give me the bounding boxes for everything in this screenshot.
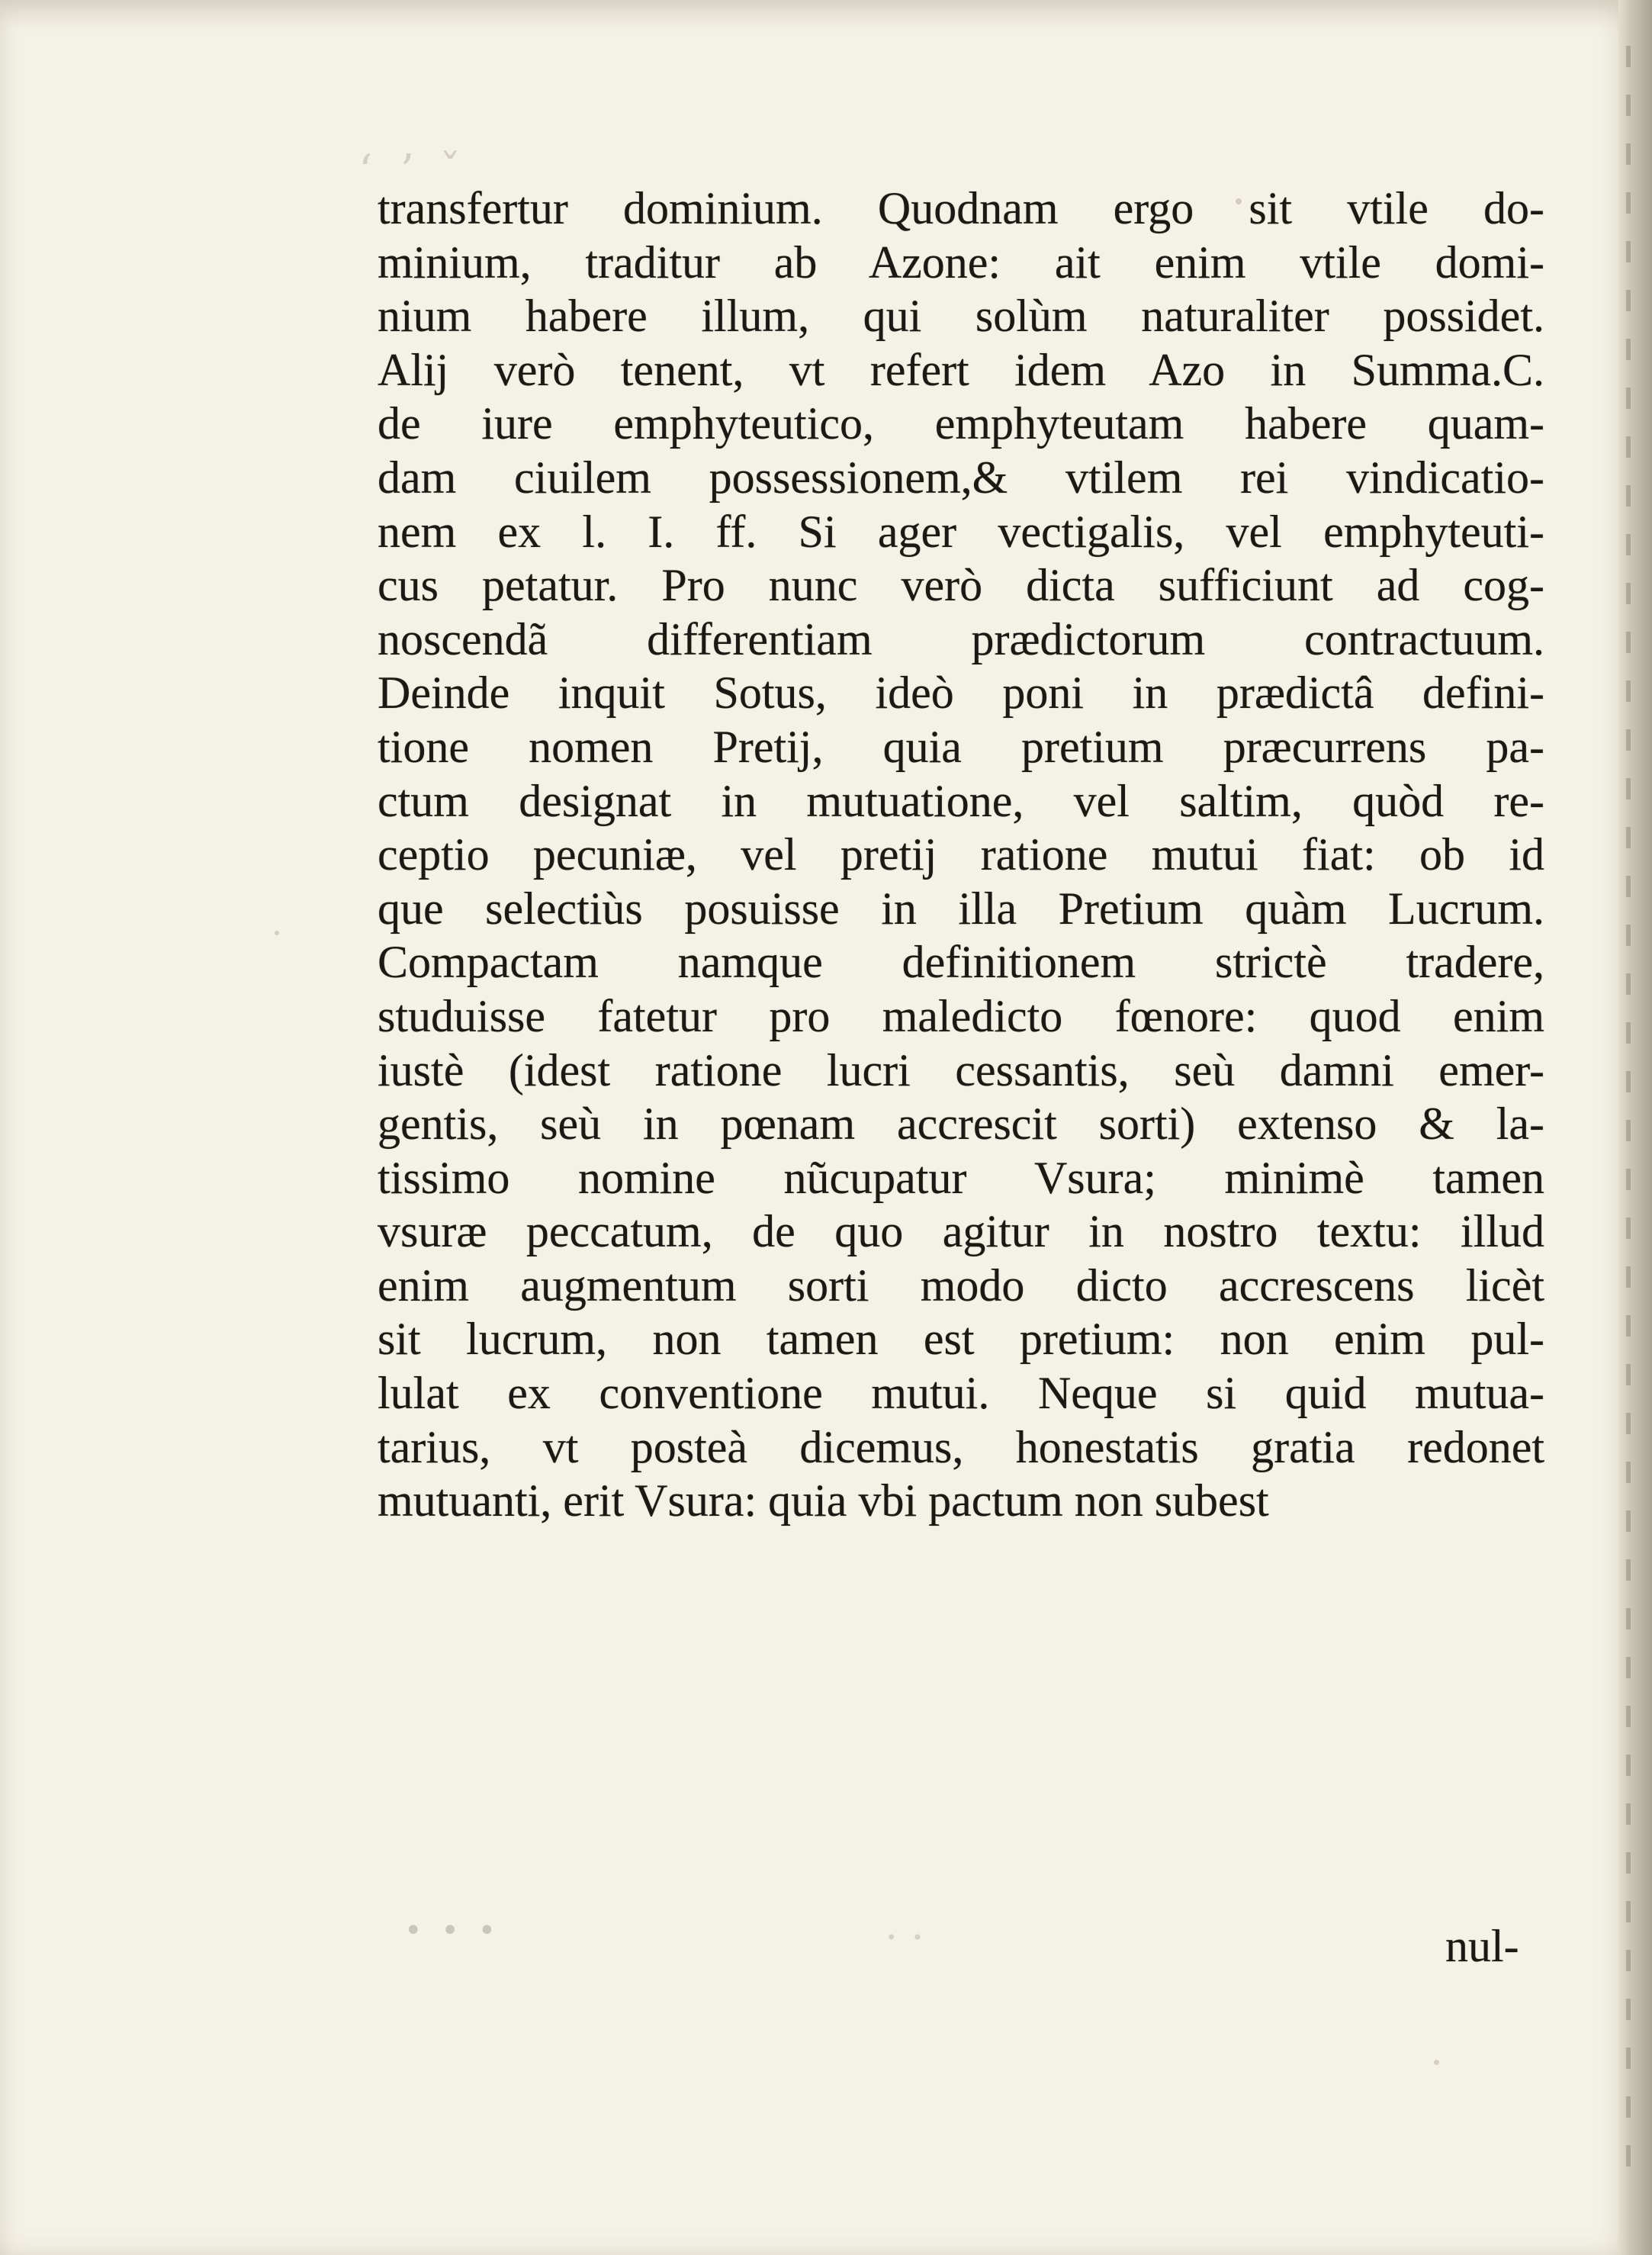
text-line: nium habere illum, qui solùm naturaliter possidet. [378, 291, 1544, 342]
paper-speck [1434, 2060, 1439, 2065]
body-text [378, 182, 1544, 1528]
text-line: transfertur dominium. Quodnam ergo sit vtile do- [378, 183, 1544, 233]
text-line: Compactam namque definitionem strictè tradere, [378, 937, 1544, 988]
text-line: que selectiùs posuisse in illa Pretium quàm Lucrum. [378, 883, 1544, 934]
text-line: tarius, vt posteà dicemus, honestatis gratia redonet [378, 1421, 1544, 1472]
text-line: tissimo nomine nũcupatur Vsura; minimè tamen [378, 1152, 1544, 1203]
text-line: iustè (idest ratione lucri cessantis, seù damni emer- [378, 1044, 1544, 1095]
text-line: cus petatur. Pro nunc verò dicta sufficiunt ad cog- [378, 560, 1544, 611]
catchword: nul- [1445, 1921, 1519, 1971]
page-edge [1618, 0, 1652, 2255]
text-line: sit lucrum, non tamen est pretium: non enim pul- [378, 1314, 1544, 1365]
bleed-through-mark: • • • [404, 1913, 501, 1948]
text-line: enim augmentum sorti modo dicto accrescens licèt [378, 1259, 1544, 1311]
text-line: de iure emphyteutico, emphyteutam habere quam- [378, 398, 1544, 449]
text-line: Deinde inquit Sotus, ideò poni in prædictâ defini- [378, 667, 1544, 719]
paper-speck [1236, 198, 1242, 204]
text-line: minium, traditur ab Azone: ait enim vtile domi- [378, 236, 1544, 288]
bleed-through-mark: · · [885, 1913, 924, 1961]
text-line: nem ex l. I. ff. Si ager vectigalis, vel emphyteuti- [378, 506, 1544, 557]
text-line: noscendã differentiam prædictorum contractuum. [378, 613, 1544, 664]
text-line: tione nomen Pretij, quia pretium præcurrens pa- [378, 721, 1544, 772]
text-line: dam ciuilem possessionem,& vtilem rei vindicatio- [378, 452, 1544, 503]
bleed-through-folio: ʻ ʼ ˇ [358, 145, 468, 197]
text-line: gentis, seù in pœnam accrescit sorti) extenso & la- [378, 1099, 1544, 1150]
text-line: mutuanti, erit Vsura: quia vbi pactum non subest [378, 1475, 1269, 1526]
text-line: vsuræ peccatum, de quo agitur in nostro textu: illud [378, 1206, 1544, 1257]
text-line: ceptio pecuniæ, vel pretij ratione mutui fiat: ob id [378, 829, 1544, 880]
paper-speck [275, 931, 279, 935]
text-line: lulat ex conventione mutui. Neque si quid mutua- [378, 1368, 1544, 1419]
text-line: studuisse fatetur pro maledicto fœnore: quod enim [378, 990, 1544, 1041]
text-line: ctum designat in mutuatione, vel saltim, quòd re- [378, 775, 1544, 826]
text-line: Alij verò tenent, vt refert idem Azo in Summa.C. [378, 344, 1544, 395]
